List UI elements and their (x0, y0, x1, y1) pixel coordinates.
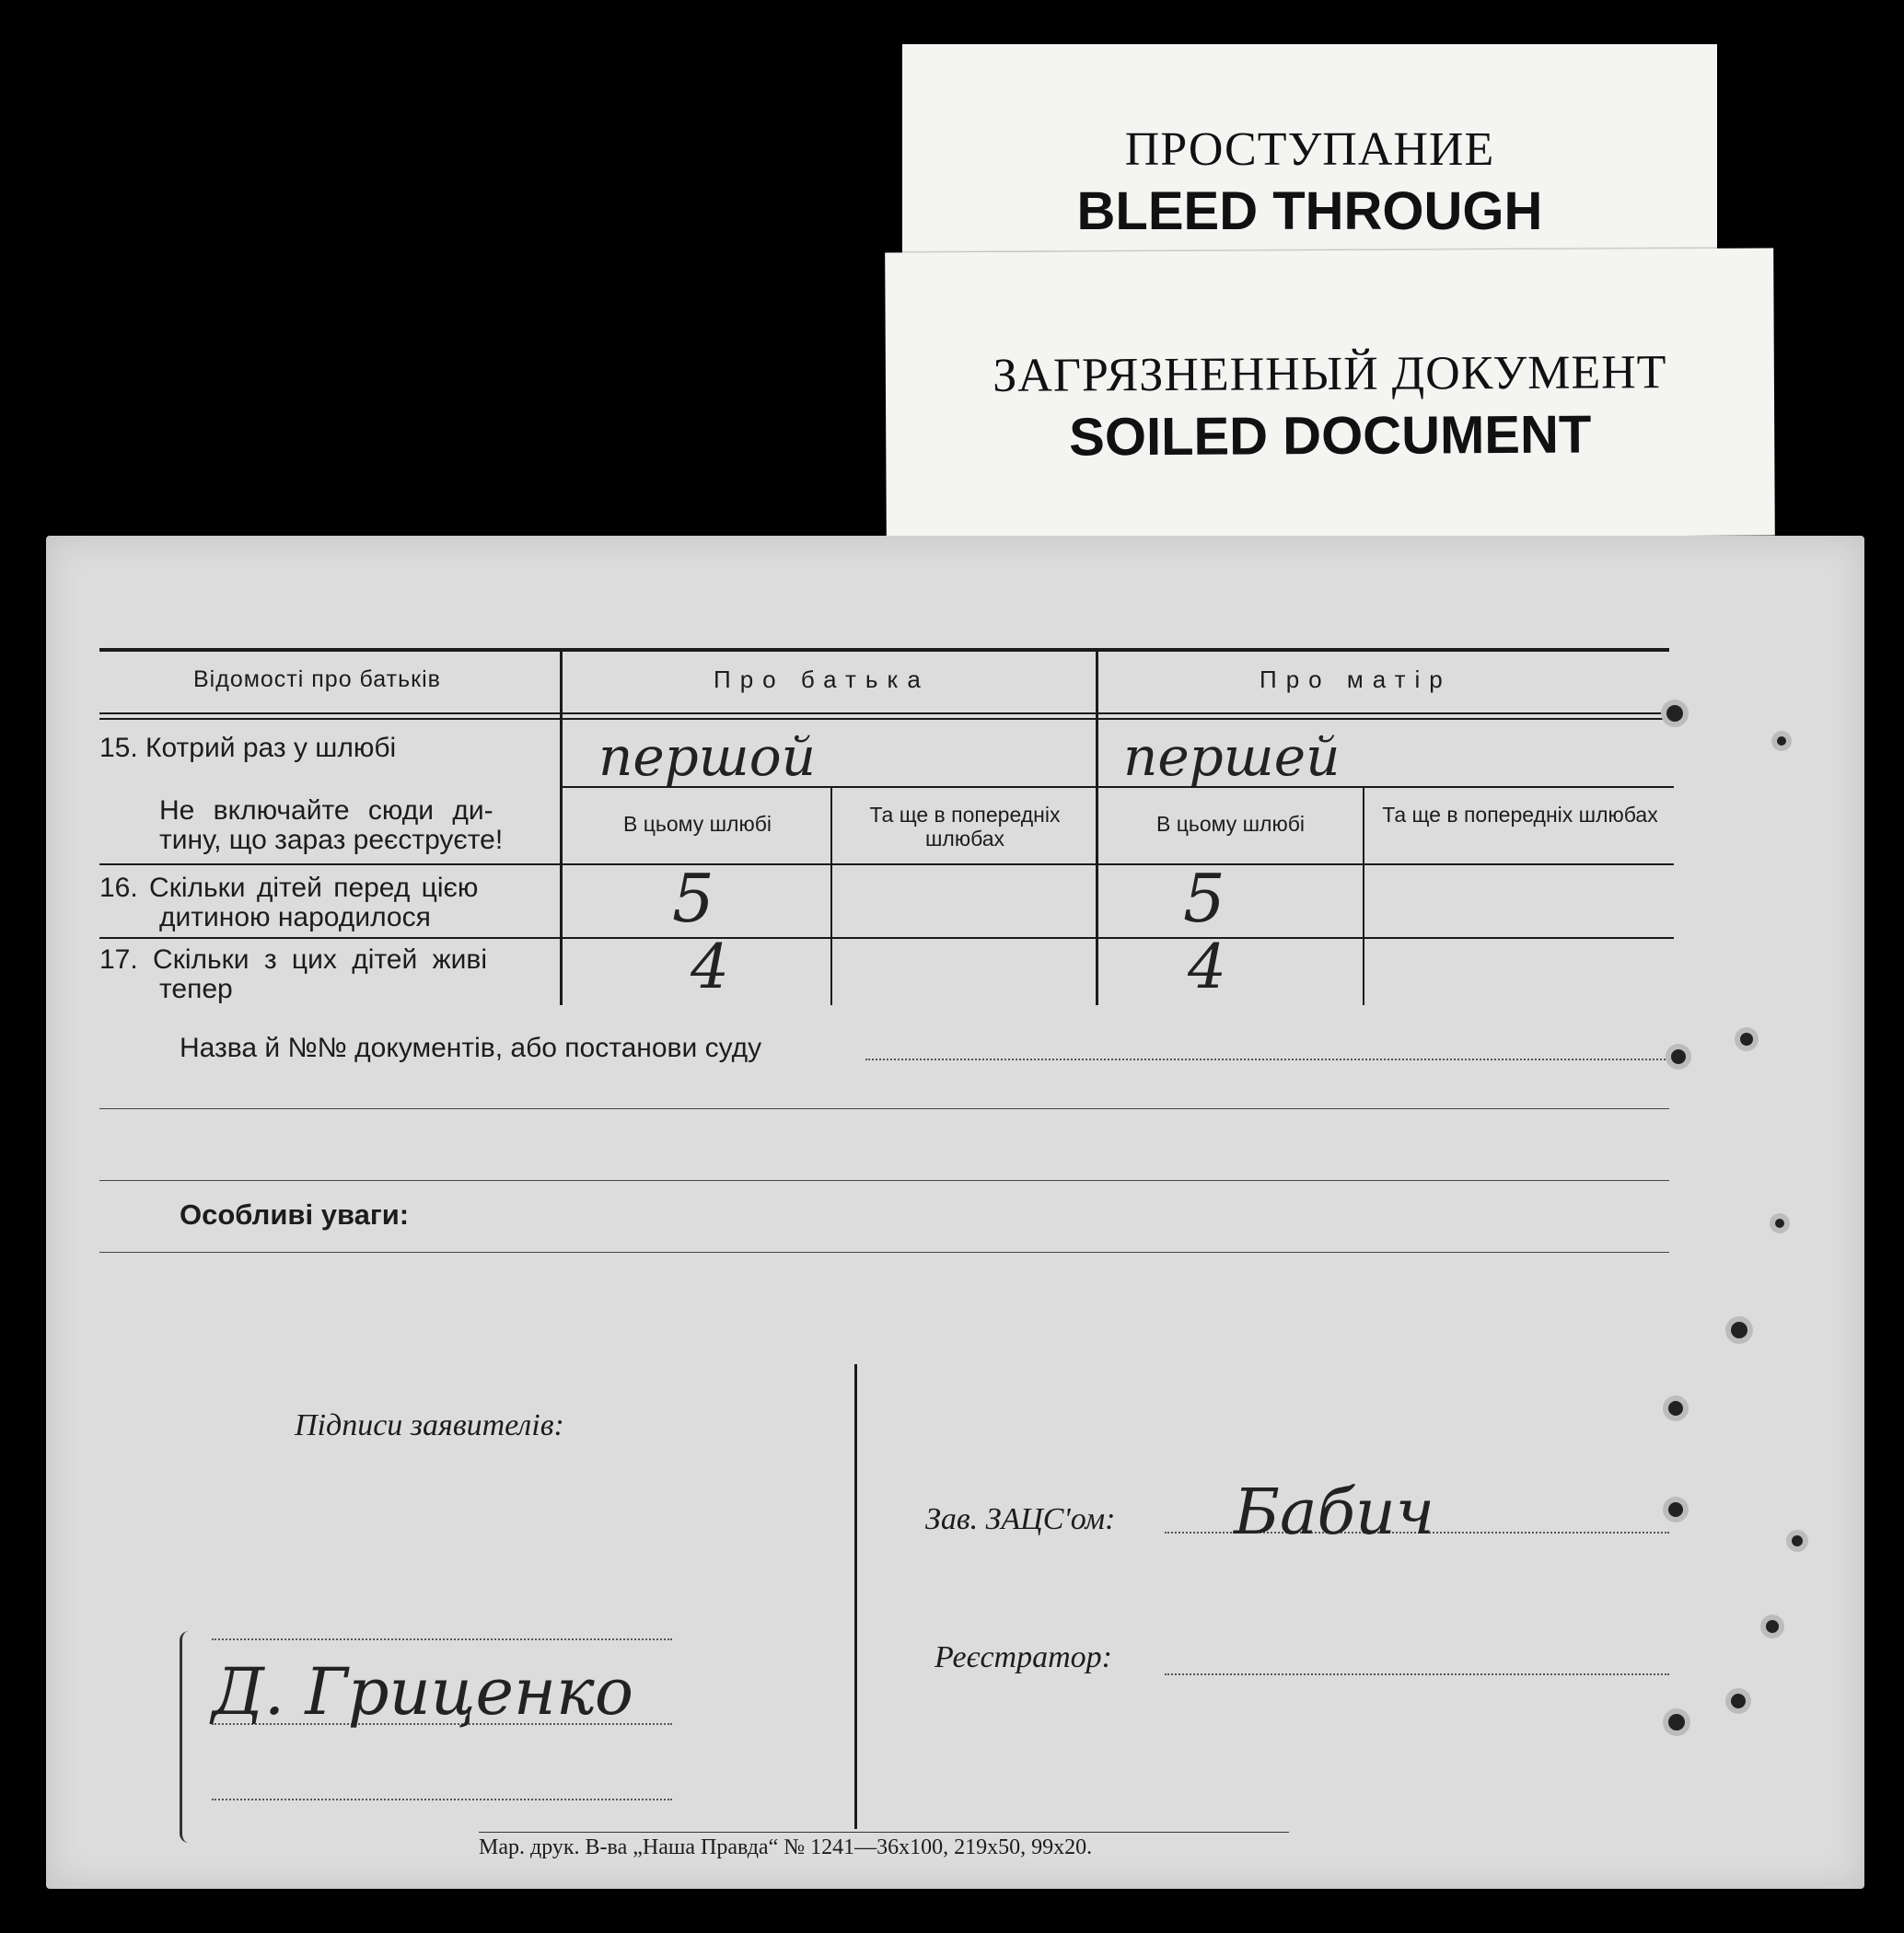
head-signature: Бабич (1234, 1476, 1435, 1549)
punch-hole (1792, 1535, 1803, 1546)
signature-brace (180, 1631, 195, 1843)
row17-line1: 17. Скільки з цих дітей живі (99, 944, 487, 975)
col-divider-father (830, 788, 832, 1005)
documents-line-3 (99, 1180, 1669, 1181)
signature-line-1 (212, 1638, 672, 1640)
row17-line2: тепер (159, 974, 233, 1004)
registrar-label: Реєстратор: (935, 1640, 1112, 1674)
punch-hole (1671, 1049, 1686, 1064)
punch-hole (1775, 1219, 1784, 1228)
printer-imprint: Мар. друк. В-ва „Наша Правда“ № 1241—36х100, 219х50, 99х20. (479, 1835, 1093, 1859)
punch-hole (1731, 1694, 1746, 1708)
remarks-label: Особливі уваги: (180, 1198, 410, 1231)
punch-hole (1777, 736, 1786, 746)
bleed-through-label (902, 44, 1717, 258)
soiled-document-label (885, 248, 1775, 539)
punch-hole (1766, 1620, 1779, 1633)
table-top-rule (99, 648, 1669, 652)
signatures-label: Підписи заявителів: (295, 1408, 564, 1442)
documents-dotline (865, 1059, 1669, 1060)
applicant-signature: Д. Гриценко (212, 1654, 633, 1730)
footer-rule (479, 1832, 1289, 1833)
punch-hole (1668, 1401, 1683, 1416)
row15-mother-value: першей (1123, 725, 1341, 788)
note-line1: Не включайте сюди ди- (159, 795, 493, 826)
father-current-marriage: В цьому шлюбі (622, 812, 772, 836)
row16-line1: 16. Скільки дітей перед цією (99, 873, 479, 903)
remarks-line (99, 1252, 1669, 1253)
mother-current-marriage: В цьому шлюбі (1155, 812, 1306, 836)
row16-line2: дитиною народилося (159, 902, 431, 932)
bleed-through-en: BLEED THROUGH (1076, 181, 1543, 241)
table-header-rule-2 (99, 718, 1669, 720)
head-registry-label: Зав. ЗАЦС'ом: (925, 1502, 1116, 1536)
row15-father-value: першой (598, 725, 817, 788)
header-mother: Про матір (1260, 666, 1452, 693)
row15-label: 15. Котрий раз у шлюбі (99, 733, 397, 763)
row17-father-value: 4 (691, 932, 729, 1002)
mother-previous-marriages: Та ще в попередніх шлюбах (1382, 803, 1658, 827)
note-line2: тину, що зараз реєструєте! (159, 825, 504, 855)
col-divider-1a (560, 650, 563, 720)
row-note-rule (99, 863, 1674, 865)
row17-mother-value: 4 (1188, 932, 1226, 1002)
signature-divider (854, 1364, 857, 1829)
col-divider-1 (560, 718, 563, 1005)
col-divider-mother (1363, 788, 1364, 1005)
row16-mother-value: 5 (1183, 860, 1225, 937)
registration-card (46, 536, 1864, 1889)
header-father: Про батька (714, 666, 930, 693)
signature-line-3 (212, 1799, 672, 1800)
punch-hole (1666, 705, 1683, 722)
father-previous-marriages: Та ще в попередніх шлюбах (869, 803, 1061, 851)
punch-hole (1668, 1714, 1685, 1730)
documents-line-2 (99, 1108, 1669, 1109)
bleed-through-ru: ПРОСТУПАНИЕ (1124, 123, 1495, 176)
punch-hole (1740, 1033, 1753, 1046)
col-divider-2 (1096, 650, 1098, 1005)
registrar-signature-line (1165, 1673, 1669, 1675)
soiled-document-ru: ЗАГРЯЗНЕННЫЙ ДОКУМЕНТ (993, 346, 1667, 402)
documents-label: Назва й №№ документів, або постанови суду (180, 1033, 762, 1063)
punch-hole (1668, 1502, 1683, 1517)
row16-rule (99, 937, 1674, 939)
table-header-rule (99, 712, 1669, 714)
row16-father-value: 5 (672, 860, 714, 937)
soiled-document-en: SOILED DOCUMENT (1069, 404, 1592, 468)
punch-hole (1731, 1322, 1747, 1338)
header-parents-info: Відомості про батьків (193, 666, 441, 692)
